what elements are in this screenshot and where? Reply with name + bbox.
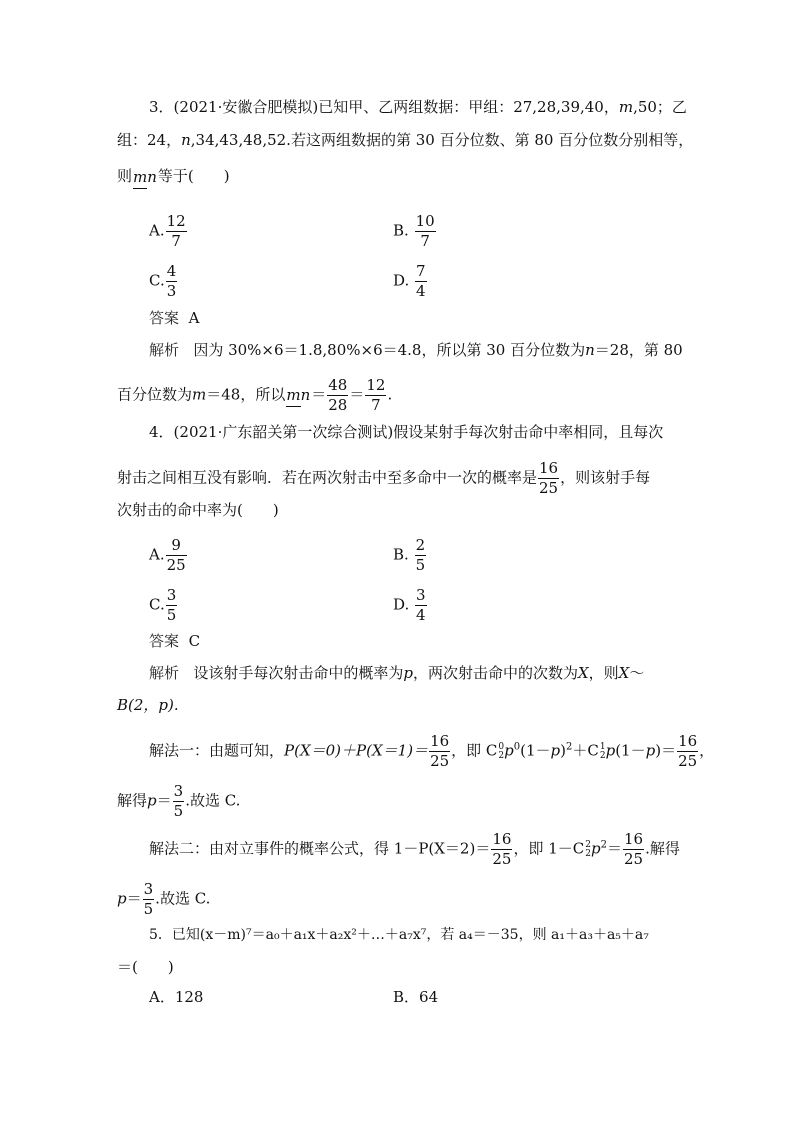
q5-stem-text: 5．已知(x－m)⁷＝a₀＋a₁x＋a₂x²＋…＋a₇x⁷，若 a₄＝－35，则 a₁＋a₃＋a₅＋a₇ — [149, 927, 649, 943]
fraction: $\frac{16}{25}$ — [430, 732, 450, 770]
distribution-text: B(2，p). — [117, 696, 179, 714]
fraction: $\frac{3}{5}$ — [143, 880, 154, 918]
q3-line1 — [149, 97, 687, 117]
q3-option-c — [149, 264, 178, 299]
q4-stem-text: 4．(2021·广东韶关第一次综合测试)假设某射手每次射击命中率相同，且每次 — [149, 423, 664, 441]
analysis-text: 设该射手每次射击命中的概率为 — [193, 664, 404, 682]
equals-sign: ＝ — [606, 839, 622, 858]
fraction: $\frac{16}{25}$ — [492, 830, 512, 868]
analysis-text: ＝48，所以 — [206, 385, 286, 404]
fraction: $\frac{12}{7}$ — [166, 212, 186, 250]
q3-line3 — [117, 166, 230, 186]
var-p: p — [117, 889, 127, 908]
q3-stem-text: 组：24， — [117, 131, 182, 149]
equals-sign: ＝ — [156, 791, 172, 810]
q3-answer — [149, 308, 199, 328]
var-n: n — [585, 341, 595, 359]
q4-answer — [149, 631, 200, 651]
q4-option-d — [393, 588, 428, 623]
q3-stem-text: 等于( ) — [157, 167, 230, 185]
analysis-text: ，则 — [588, 664, 619, 682]
method-text: 解得 — [117, 791, 148, 810]
q3-stem-text: 则 — [117, 167, 133, 185]
q4-analysis-line1 — [149, 663, 644, 683]
option-label: A. — [149, 221, 165, 240]
method-label: 解法一：由题可知， — [149, 741, 285, 760]
q3-line2 — [117, 130, 693, 150]
math-expression: ，即 C — [451, 741, 498, 760]
fraction: $\frac{16}{25}$ — [678, 732, 698, 770]
var-n: n — [181, 131, 191, 149]
q4-stem-text: 射击之间相互没有影响．若在两次射击中至多命中一次的概率是 — [117, 468, 538, 487]
math-expression: ，即 1－C — [513, 839, 585, 858]
answer-value: A — [188, 309, 200, 327]
q5-line1 — [149, 925, 649, 945]
answer-label: 答案 — [149, 632, 180, 650]
combination-scripts: 2 2 — [585, 839, 591, 859]
analysis-text: ＝28，第 80 — [594, 341, 683, 359]
q3-analysis-line2 — [117, 378, 392, 413]
q4-method1-line1: 解法一：由题可知，P(X＝0)＋P(X＝1)＝ $\frac{16}{25}$ ，即 C 0 2 $p^0(1-p)^2+C$ 1 2 p(1－p)＝ $\frac{16}{25}$ ， — [149, 732, 715, 770]
option-label: C. — [149, 271, 165, 290]
q4-line2 — [117, 461, 650, 496]
option-label: B. — [393, 221, 409, 240]
fraction: $\frac{4}{3}$ — [166, 262, 177, 300]
q3-analysis-line1 — [149, 340, 683, 360]
q4-stem-text: 次射击的命中率为( ) — [117, 501, 279, 519]
option-label: A. — [149, 545, 165, 564]
analysis-text: 百分位数为 — [117, 385, 193, 404]
var-m: m — [192, 385, 207, 404]
analysis-label: 解析 — [149, 664, 180, 682]
analysis-text: 因为 30%×6＝1.8,80%×6＝4.8，所以第 30 百分位数为 — [193, 341, 586, 359]
option-value: 128 — [174, 988, 204, 1006]
q4-option-b — [393, 538, 427, 573]
option-label: B． — [393, 988, 420, 1006]
q4-method2-line1: 解法二：由对立事件的概率公式，得 1－P(X＝2)＝ $\frac{16}{25}$ ，即 1－C 2 2 $p^2=$ $\frac{16}{25}$ .解得 — [149, 830, 680, 868]
fraction: $\frac{48}{28}$ — [328, 376, 348, 414]
q3-stem-text: 3．(2021·安徽合肥模拟)已知甲、乙两组数据：甲组：27,28,39,40， — [149, 98, 619, 116]
q3-option-b — [393, 214, 437, 249]
fraction: $\frac{9}{25}$ — [166, 536, 186, 574]
q5-stem-text: ＝( ) — [117, 958, 174, 976]
math-expression: P(X＝0)＋P(X＝1)＝ — [284, 741, 429, 760]
fraction: $\frac{3}{5}$ — [166, 586, 177, 624]
fraction: $\frac{3}{4}$ — [416, 586, 426, 624]
var-m: m — [618, 98, 634, 116]
option-label: A． — [149, 988, 175, 1006]
q4-line1 — [149, 422, 663, 442]
q4-analysis-line2 — [117, 695, 179, 715]
q3-stem-text: ,50；乙 — [633, 98, 687, 116]
math-expression: ， — [699, 741, 715, 760]
q4-option-a — [149, 538, 188, 573]
option-value: 64 — [419, 988, 439, 1006]
q4-line3 — [117, 500, 279, 520]
fraction: $\frac{3}{5}$ — [173, 782, 184, 820]
q3-option-a — [149, 214, 188, 249]
analysis-text: ～ — [629, 664, 645, 682]
method-text: .故选 C. — [185, 791, 241, 810]
var-x: X — [618, 664, 630, 682]
q3-stem-text: ,34,43,48,52.若这两组数据的第 30 百分位数、第 80 百分位数分别相等， — [190, 131, 694, 149]
q5-option-b — [393, 987, 438, 1007]
option-label: D. — [393, 595, 410, 614]
combination-scripts: 0 2 — [498, 741, 505, 761]
var-p: p — [403, 664, 413, 682]
fraction: $\frac{10}{7}$ — [415, 212, 435, 250]
fraction: mn — [286, 388, 310, 403]
fraction: $\frac{12}{7}$ — [366, 376, 386, 414]
analysis-text: . — [387, 385, 393, 404]
option-label: B. — [393, 545, 409, 564]
q5-option-a — [149, 987, 203, 1007]
analysis-label: 解析 — [149, 341, 180, 359]
q3-option-d — [393, 264, 428, 299]
equals-sign: ＝ — [311, 385, 327, 404]
answer-value: C — [188, 632, 201, 650]
fraction: $\frac{16}{25}$ — [623, 830, 644, 868]
fraction: $\frac{16}{25}$ — [539, 459, 559, 497]
q5-line2 — [117, 957, 174, 977]
q4-stem-text: ，则该射手每 — [560, 468, 651, 487]
method-label: 解法二：由对立事件的概率公式，得 1－P(X＝2)＝ — [149, 839, 491, 858]
q4-method2-line2 — [117, 882, 210, 917]
fraction: mn — [133, 170, 157, 185]
var-p: p — [147, 791, 157, 810]
option-label: C. — [149, 595, 165, 614]
q4-method1-line2 — [117, 784, 240, 819]
fraction: $\frac{2}{5}$ — [415, 536, 426, 574]
fraction: $\frac{7}{4}$ — [416, 262, 426, 300]
combination-scripts: 1 2 — [599, 741, 606, 761]
option-label: D. — [393, 271, 410, 290]
method-text: .故选 C. — [155, 889, 211, 908]
answer-label: 答案 — [149, 309, 180, 327]
var-x: X — [577, 664, 589, 682]
method-text: .解得 — [645, 839, 680, 858]
equals-sign: ＝ — [349, 385, 365, 404]
analysis-text: ，两次射击命中的次数为 — [412, 664, 578, 682]
equals-sign: ＝ — [126, 889, 142, 908]
q4-option-c — [149, 588, 178, 623]
